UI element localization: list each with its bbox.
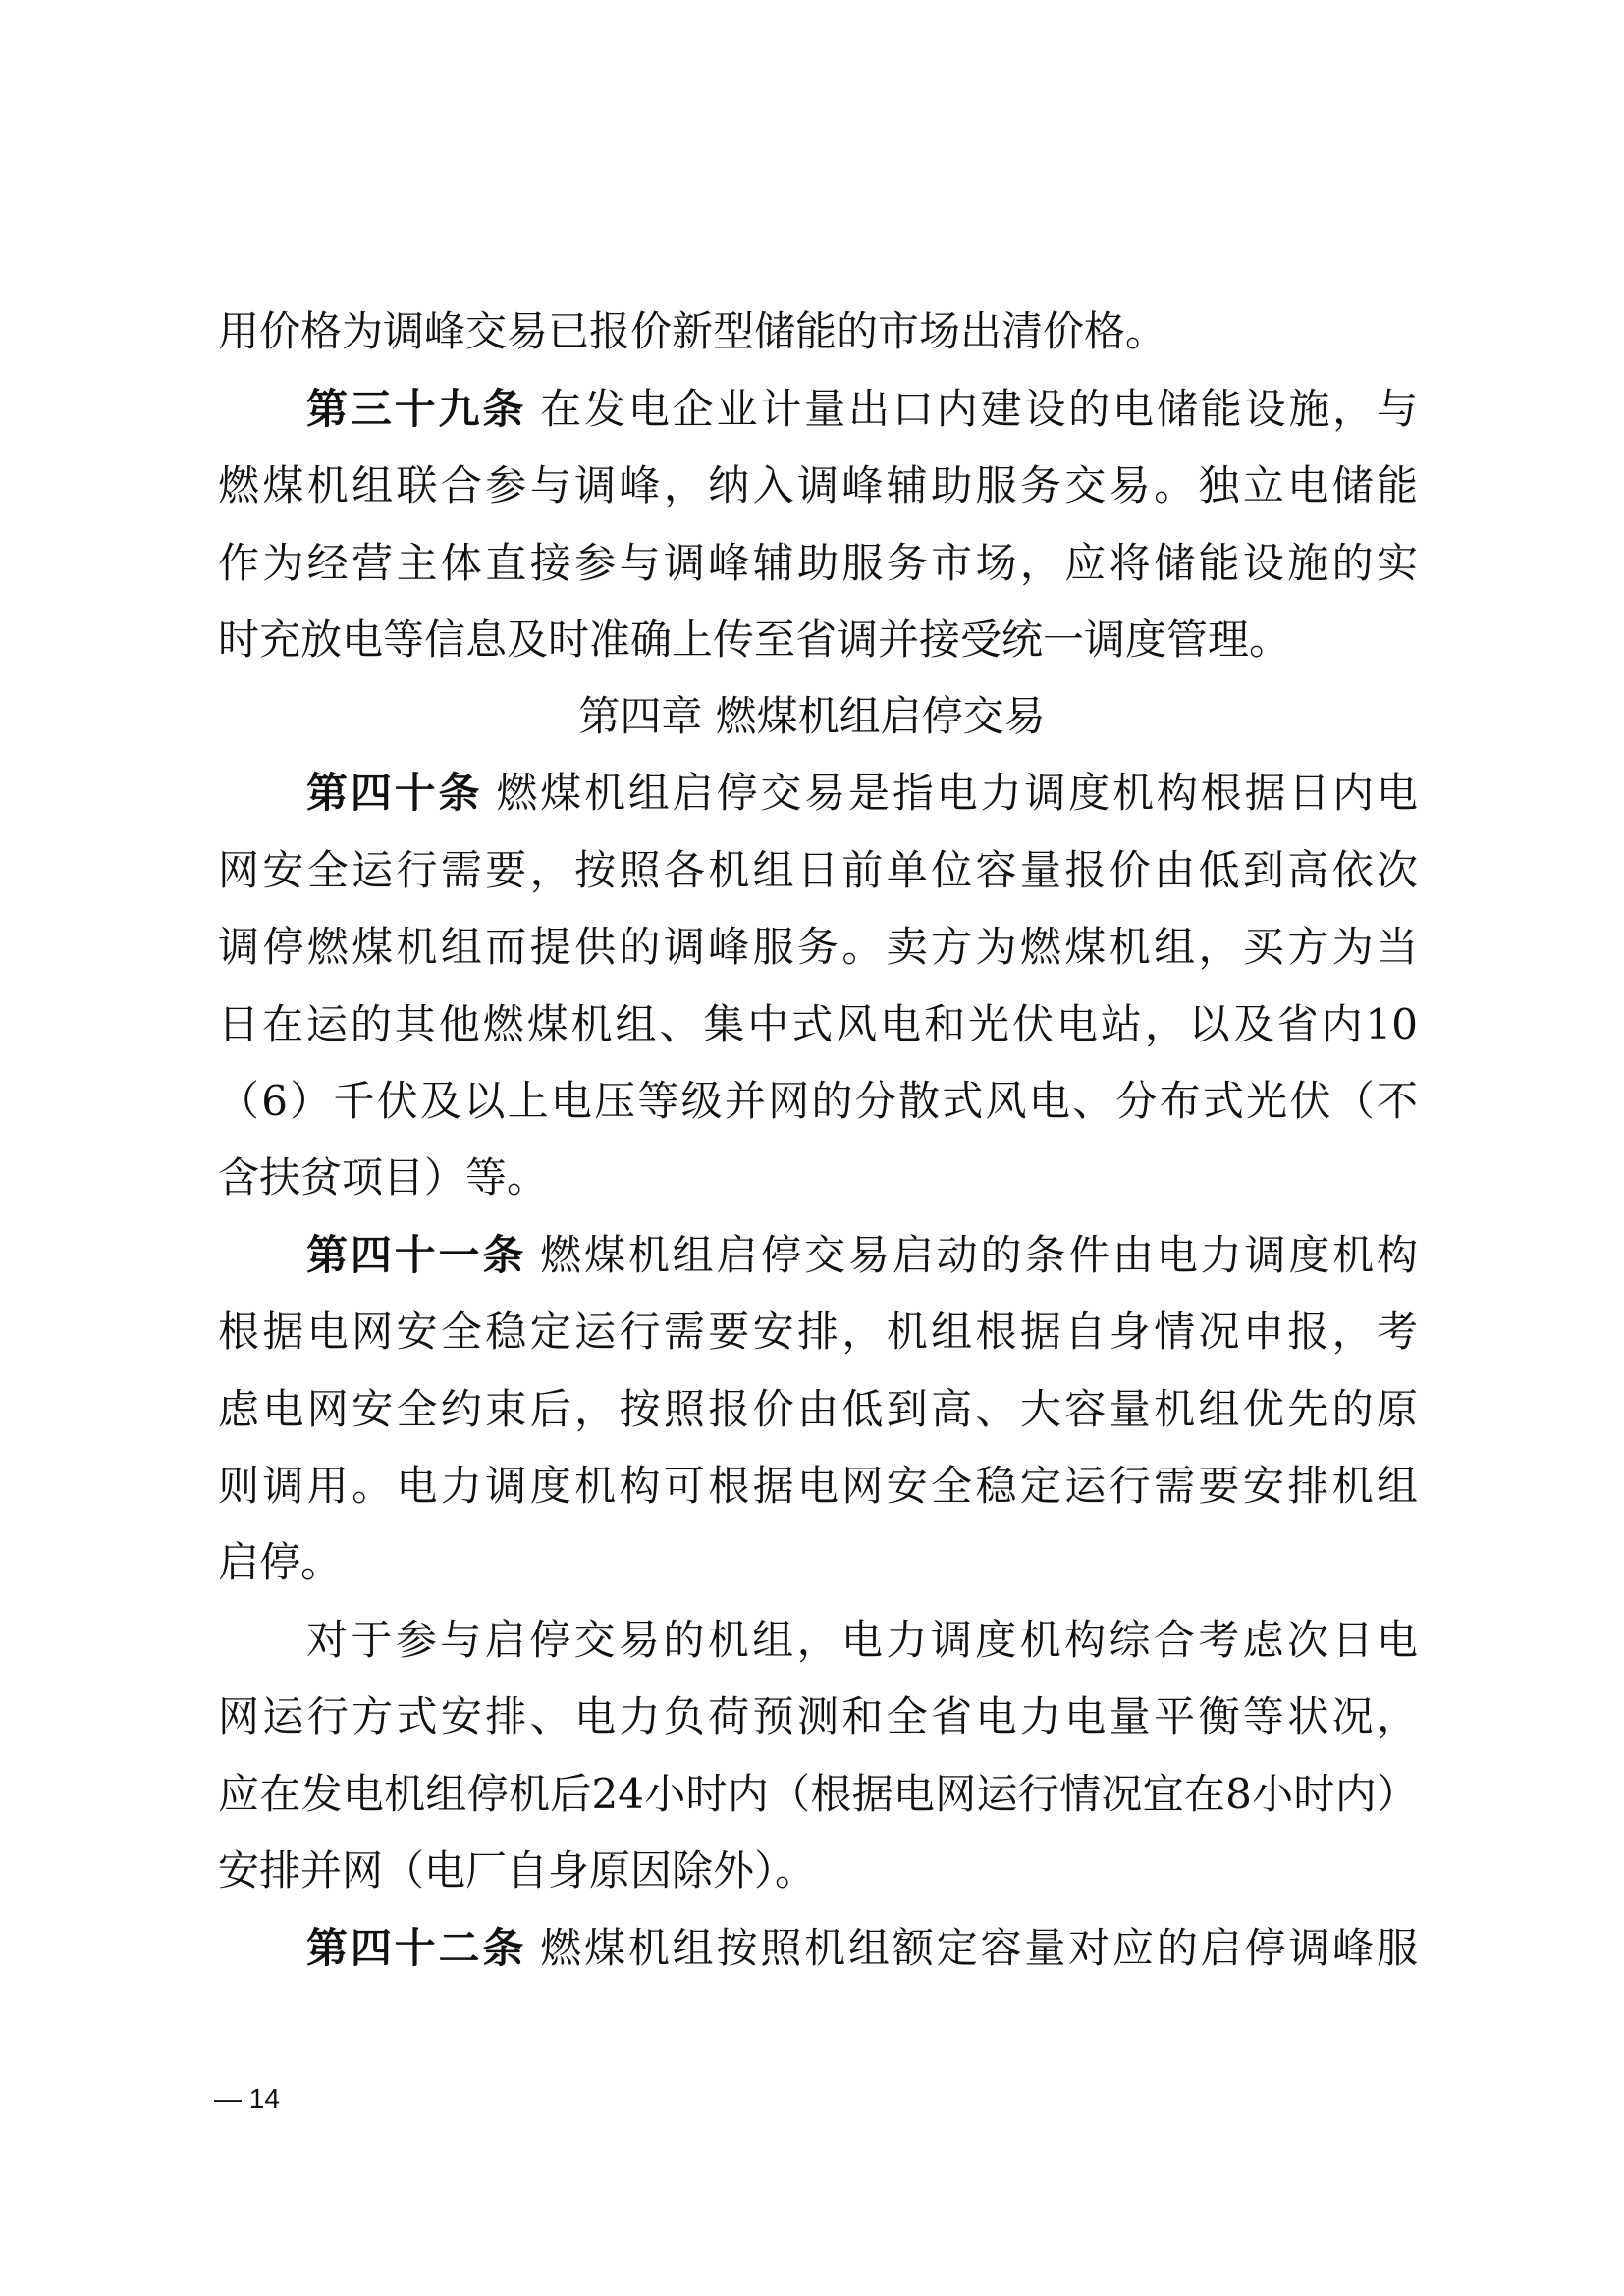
- paragraph-line: [306, 380, 1418, 439]
- article-number: 第四十一条: [306, 1231, 527, 1279]
- paragraph-line: 调停燃煤机组而提供的调峰服务。卖方为燃煤机组，买方为当: [218, 923, 1418, 971]
- paragraph-line: 燃煤机组联合参与调峰，纳入调峰辅助服务交易。独立电储能: [218, 461, 1418, 509]
- paragraph-line: 网安全运行需要，按照各机组日前单位容量报价由低到高依次: [218, 846, 1418, 894]
- paragraph-line: 网运行方式安排、电力负荷预测和全省电力电量平衡等状况，: [218, 1692, 1418, 1740]
- article-text: 燃煤机组启停交易启动的条件由电力调度机构: [540, 1231, 1418, 1279]
- article-number: 第四十条: [306, 769, 483, 817]
- chapter-heading: 第四章 燃煤机组启停交易: [578, 692, 1046, 740]
- paragraph-line: 则调用。电力调度机构可根据电网安全稳定运行需要安排机组: [218, 1462, 1418, 1510]
- paragraph-line: 日在运的其他燃煤机组、集中式风电和光伏电站，以及省内10: [218, 1000, 1418, 1048]
- paragraph-line: [306, 764, 1418, 823]
- paragraph-line: 安排并网（电厂自身原因除外）。: [218, 1846, 817, 1895]
- paragraph-line: [306, 1919, 1418, 1978]
- paragraph-line: 应在发电机组停机后24小时内（根据电网运行情况宜在8小时内）: [218, 1770, 1418, 1818]
- paragraph-line: 启停。: [218, 1538, 343, 1586]
- article-text: 燃煤机组启停交易是指电力调度机构根据日内电: [496, 769, 1418, 817]
- article-number: 第三十九条: [306, 385, 527, 433]
- paragraph-line: 含扶贫项目）等。: [218, 1153, 549, 1201]
- page-number: — 14: [214, 2083, 280, 2113]
- paragraph-line: 根据电网安全稳定运行需要安排，机组根据自身情况申报，考: [218, 1308, 1418, 1356]
- paragraph-line: 用价格为调峰交易已报价新型储能的市场出清价格。: [218, 307, 1167, 355]
- article-text: 在发电企业计量出口内建设的电储能设施，与: [540, 385, 1418, 433]
- paragraph-line: 虑电网安全约束后，按照报价由低到高、大容量机组优先的原: [218, 1385, 1418, 1433]
- paragraph-line: 作为经营主体直接参与调峰辅助服务市场，应将储能设施的实: [218, 539, 1418, 587]
- paragraph-line: 时充放电等信息及时准确上传至省调并接受统一调度管理。: [218, 615, 1291, 664]
- article-number: 第四十二条: [306, 1924, 527, 1972]
- article-text: 燃煤机组按照机组额定容量对应的启停调峰服: [540, 1924, 1418, 1972]
- paragraph-line: （6）千伏及以上电压等级并网的分散式风电、分布式光伏（不: [218, 1077, 1418, 1125]
- paragraph-line: [306, 1226, 1418, 1285]
- paragraph-line: 对于参与启停交易的机组，电力调度机构综合考虑次日电: [306, 1616, 1418, 1664]
